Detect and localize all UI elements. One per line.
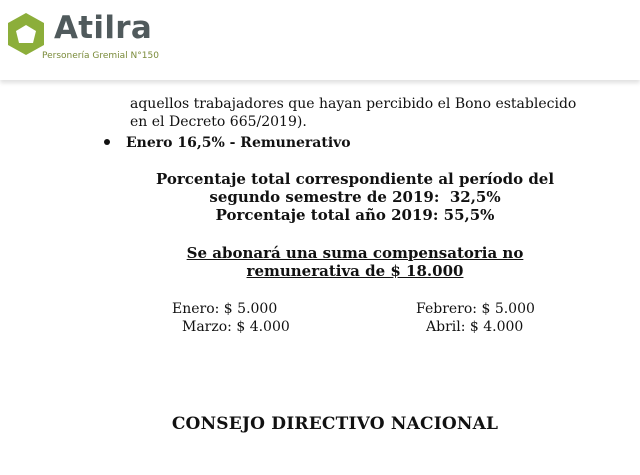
brand-name: Atilra <box>54 10 153 46</box>
amount-enero: Enero: $ 5.000 <box>172 301 278 317</box>
amount-febrero: Febrero: $ 5.000 <box>416 301 535 317</box>
paragraph-line: en el Decreto 665/2019). <box>130 114 307 130</box>
atilra-logo-icon <box>6 12 46 56</box>
body-paragraph <box>130 95 610 131</box>
bullet-item <box>104 134 351 152</box>
brand-tagline: Personería Gremial N°150 <box>42 51 159 61</box>
compensation-line: Se abonará una suma compensatoria no <box>186 244 524 262</box>
paragraph-line: aquellos trabajadores que hayan percibido el Bono establecido <box>130 96 577 112</box>
bullet-text: Enero 16,5% - Remunerativo <box>126 135 351 151</box>
footer-title: CONSEJO DIRECTIVO NACIONAL <box>171 414 499 434</box>
compensation-line: remunerativa de $ 18.000 <box>246 262 464 280</box>
page-header <box>0 0 640 80</box>
percentage-line: segundo semestre de 2019: 32,5% <box>209 188 501 206</box>
percentage-line: Porcentaje total año 2019: 55,5% <box>215 206 495 224</box>
amount-abril: Abril: $ 4.000 <box>426 319 524 335</box>
amount-marzo: Marzo: $ 4.000 <box>182 319 290 335</box>
percentage-line: Porcentaje total correspondiente al período del <box>155 170 555 188</box>
percentage-summary <box>0 170 640 224</box>
bullet-icon <box>104 139 110 145</box>
compensation-heading <box>0 244 640 280</box>
